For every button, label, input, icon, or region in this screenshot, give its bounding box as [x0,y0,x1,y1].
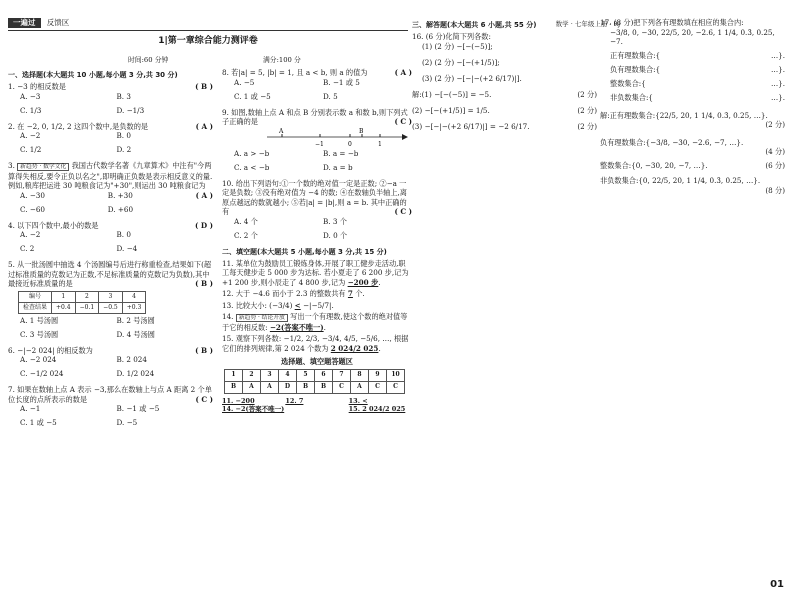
question-8 [222,68,412,106]
label-a: A [279,127,284,135]
header-label: 反馈区 [46,18,70,27]
options-9 [222,149,412,177]
option: D. 0 个 [323,230,348,240]
question-3-tag: 新趋势 · 数学文化 [17,163,69,171]
question-6-text: 6. −|−2 024| 的相反数为 [8,345,93,355]
option: D. 1/2 024 [116,369,155,379]
option: A. 4 个 [234,216,258,226]
grid-answer-cell: B [297,381,315,393]
question-8-text: 8. 若|a| = 5, |b| = 1, 且 a < b, 则 a 的值为 [222,68,368,77]
right-page-column-2 [600,0,792,595]
options-8 [222,78,412,106]
table-cell: +0.3 [122,302,146,313]
answer-grid [224,369,405,394]
answer-10: ( C ) [394,207,412,216]
table-cell: −0.1 [75,302,99,313]
answer-12: 7 [347,289,353,299]
question-6 [8,346,213,384]
answer-3: ( A ) [195,190,213,200]
options-3 [8,191,196,219]
answer-15: 2 024/2 025 [330,343,379,353]
option: D. −1/3 [116,105,145,115]
question-4-text: 4. 以下四个数中,最小的数是 [8,220,99,230]
question-16-text: 16. (6 分)化简下列各数: [412,32,491,42]
question-7-text: 7. 如果在数轴上点 A 表示 −3,那么在数轴上与点 A 距离 2 个单位长度的点所表示的数是 [8,385,212,404]
question-2 [8,122,213,160]
grid-answer-cell: C [333,381,351,393]
option: B. −1 或 −5 [116,404,160,414]
question-16-item: (3) (2 分) −[−|−(+2 6/17)|]. [422,73,522,83]
question-5 [8,260,213,343]
set-close: …}. [770,64,785,74]
question-17-list: −3/8, 0, −30, 22/5, 20, −2.6, 1 1/4, 0.3̇, 0.25, −7. [610,27,775,46]
grid-answer-cell: C [387,381,405,393]
answer-13: < [294,300,301,310]
option: B. 0 [116,230,131,240]
grid-number-cell: 7 [333,369,351,381]
answer-14: −2(答案不唯一) [269,322,324,332]
grid-number-cell: 9 [369,369,387,381]
options-10 [222,217,412,245]
grid-number-cell: 8 [351,369,369,381]
fill-answer: 11. −200 [222,396,255,405]
points: (4 分) [765,147,785,156]
question-12-text: 12. 大于 −4.6 而小于 2.3 的整数共有 [222,289,346,299]
option: D. 4 号汤圆 [116,329,155,339]
question-13-text: 13. 比较大小: (−3/4) [222,300,293,310]
option: C. −1/2 024 [20,369,64,379]
question-16 [412,32,597,138]
solution-line: 整数集合:{0, −30, 20, −7, …}. [600,160,708,170]
option: D. a = b [323,162,353,172]
question-16-item: (1) (2 分) −[−(−5)]; [422,41,493,51]
question-1 [8,82,213,120]
set-label: 正有理数集合:{ [610,50,661,60]
points: (2 分) [577,121,597,131]
grid-number-cell: 10 [387,369,405,381]
option: C. −60 [20,204,45,214]
axis-arrow [402,134,408,140]
option: A. a > −b [234,148,270,158]
answer-8: ( A ) [394,68,412,77]
option: D. +60 [107,204,134,214]
choice-block-2 [222,68,412,414]
options-4 [8,230,213,258]
option: D. −4 [116,244,138,254]
option: C. a < −b [234,162,270,172]
grid-answer-cell: B [315,381,333,393]
label-b: B [359,127,364,135]
question-9-text: 9. 如图,数轴上点 A 和点 B 分别表示数 a 和数 b,则下列式子正确的是 [222,107,408,126]
option: A. −5 [234,77,255,87]
set-close: …}. [770,92,785,102]
question-13 [222,301,412,311]
section-fill: 二、填空题(本大题共 5 小题,每小题 3 分,共 15 分) [222,247,387,256]
table-cell: 1 [52,291,76,302]
option: C. 3 号汤圆 [20,329,59,339]
points: (6 分) [765,160,785,170]
option: A. −3 [20,91,41,101]
question-1-text: 1. −3 的相反数是 [8,82,66,92]
answer-2: ( A ) [195,121,213,131]
option: D. 5 [323,91,338,101]
grid-number-cell: 2 [243,369,261,381]
answer-1: ( B ) [195,82,213,92]
question-7 [8,385,213,432]
option: B. 0 [116,131,131,141]
grid-answer-cell: A [261,381,279,393]
time-limit: 时间:60 分钟 [128,56,169,64]
solution-line: (3) −[−|−(+2 6/17)|] = −2 6/17. [412,121,530,131]
table-cell: −0.5 [99,302,123,313]
option: A. −2 [20,131,41,141]
answer-5: ( B ) [195,279,213,289]
set-close: …}. [770,50,785,60]
option: C. 1 或 −5 [20,418,57,428]
question-12 [222,289,412,299]
label-0: 0 [348,140,352,148]
answer-6: ( B ) [195,345,213,355]
option: A. −1 [20,404,41,414]
question-9 [222,108,412,177]
question-3-text: 我国古代数学名著《九章算术》中注有"今两算得失相反,要令正负以名之",即明确正负数是表示相反意义的量. 例如,粮库把运进 30 吨粮食记为"+30",则运出 30 吨粮食记为 [8,161,213,191]
fill-answer: 15. 2 024/2 025 [348,405,406,414]
solution-line: 非负数集合:{0, 22/5, 20, 1 1/4, 0.3̇, 0.25, …}. [600,176,761,185]
option: D. 2 [116,145,132,155]
header-tab: 一遍过 [8,18,41,28]
question-16-item: (2) (2 分) −[−(+1/5)]; [422,57,500,67]
full-score: 满分:100 分 [263,56,301,64]
question-13-suffix: −|−5/7|. [303,300,334,310]
question-5-text: 5. 从一批汤圆中抽选 4 个汤圆编号后进行称重检查,结果如下(超过标准质量的克数记为正数,不足标准质量的克数记为负数),其中最接近标准质量的是 [8,260,212,289]
answer-11: −200 步 [347,277,379,287]
question-14: 14. 新趋势 · 结论开放 写出一个有理数,使这个数的绝对值等于它的相反数: −2(答案不唯一). [222,312,408,332]
grid-answer-cell: A [243,381,261,393]
question-14-tag: 新趋势 · 结论开放 [236,314,288,322]
option: C. 1/3 [20,105,42,115]
option: C. 2 个 [234,230,258,240]
label-neg1: −1 [315,140,324,148]
table-cell: 4 [122,291,146,302]
question-10-text: 10. 给出下列语句:①一个数的绝对值一定是正数; ②−a 一定是负数; ③没有绝对值为 −4 的数; ④在数轴负半轴上,离原点越远的数就越小; ⑤若|a| = |b|,则 a = b. 其中正确的有 [222,178,407,216]
points: (2 分) [577,105,597,115]
option: B. 2 号汤圆 [116,315,155,325]
grid-number-cell: 3 [261,369,279,381]
question-4 [8,221,213,259]
options-6 [8,355,213,383]
option: D. −5 [116,418,138,428]
page-title: 1|第一章综合能力测评卷 [158,36,258,46]
choice-block-1 [8,68,213,434]
fill-answer: 12. 7 [285,396,304,405]
answer-9: ( C ) [394,117,412,126]
left-page-column-2 [222,0,412,595]
option: C. 2 [20,244,35,254]
table-cell: 检查结果 [19,302,52,313]
points: (2 分) [765,120,785,129]
option: A. −2 [20,230,41,240]
solve-block [412,18,597,140]
number-line-figure [262,127,412,149]
solution-line: 解:(1) −[−(−5)] = −5. [412,89,492,99]
question-17-text: 17. (8 分)把下列各有理数填在相应的集合内: [600,18,744,27]
page-number: 01 [770,578,784,590]
option: A. −2 024 [20,355,57,365]
table-cell: 3 [99,291,123,302]
answer-7: ( C ) [195,394,213,404]
answer-box-title: 选择题、填空题答题区 [281,357,353,367]
question-14-text: 写出一个有理数,使这个数的绝对值等于它的相反数: [222,312,408,332]
section-solve: 三、解答题(本大题共 6 小题,共 55 分) [412,21,537,29]
solution-line: (2) −[−(+1/5)] = 1/5. [412,105,490,115]
answer-box-fills [222,397,412,414]
option: A. −30 [20,190,45,200]
grid-answer-cell: A [351,381,369,393]
table-cell: +0.4 [52,302,76,313]
section-choice: 一、选择题(本大题共 10 小题,每小题 3 分,共 30 分) [8,71,178,79]
grid-answer-cell: C [369,381,387,393]
table-cell: 2 [75,291,99,302]
header [8,18,69,28]
question-12-suffix: 个. [355,289,365,299]
fill-answer: 14. −2(答案不唯一) [222,405,285,414]
options-2 [8,131,213,159]
question-17 [600,18,785,195]
header-subject: 数学 · 七年级上册 · RJ [555,20,620,28]
options-7 [8,404,213,432]
set-close: …}. [770,78,785,88]
question-15-text: 15. 观察下列各数: −1/2, 2/3, −3/4, 4/5, −5/6, …, 根据它们的排列规律,第 2 024 个数为 [222,334,409,353]
option: B. 3 [116,91,131,101]
solution-line: 解:正有理数集合:{22/5, 20, 1 1/4, 0.3̇, 0.25, …}. [600,110,768,120]
grid-answer-cell: B [225,381,243,393]
options-5 [8,316,213,344]
option: C. 1/2 [20,145,42,155]
table-cell: 编号 [19,291,52,302]
option: B. a = −b [323,148,359,158]
question-2-text: 2. 在 −2, 0, 1/2, 2 这四个数中,是负数的是 [8,121,149,131]
option: A. 1 号汤圆 [20,315,59,325]
points: (8 分) [765,185,785,195]
question-15: 15. 观察下列各数: −1/2, 2/3, −3/4, 4/5, −5/6, …, 根据它们的排列规律,第 2 024 个数为 2 024/2 025. [222,334,409,353]
option: C. 1 或 −5 [234,91,271,101]
weight-table [18,291,146,314]
option: B. +30 [107,190,133,200]
question-10 [222,179,412,245]
set-label: 整数集合:{ [610,78,646,88]
points: (2 分) [577,89,597,99]
fill-answer: 13. < [348,396,368,405]
option: B. 3 个 [323,216,347,226]
grid-number-cell: 1 [225,369,243,381]
set-label: 负有理数集合:{ [610,64,661,74]
grid-number-cell: 5 [297,369,315,381]
solution-line: 负有理数集合:{−3/8, −30, −2.6, −7, …}. [600,137,744,147]
grid-number-cell: 4 [279,369,297,381]
question-11: 11. 某单位为鼓励员工锻炼身体,开展了职工健步走活动,职工每天健步走 5 000 步为达标. 若小夏走了 6 200 步,记为 +1 200 步,则小辰走了 4 800 步,记为 −200 步. [222,258,409,287]
right-page-column-1 [412,0,620,595]
options-1 [8,92,213,120]
grid-answer-cell: D [279,381,297,393]
answer-4: ( D ) [194,220,213,230]
option: B. −1 或 5 [323,77,360,87]
question-3: 3. 新趋势 · 数学文化 我国古代数学名著《九章算术》中注有"今两算得失相反,要令正负以名之",即明确正负数是表示相反意义的量. 例如,粮库把运进 30 吨粮食记为"+30",则运出 30 吨粮食记为 ( A ) A. −30 B. +30 C. −60 D. +60 [8,161,213,219]
option: B. 2 024 [116,355,147,365]
grid-number-cell: 6 [315,369,333,381]
label-1: 1 [378,140,382,148]
set-label: 非负数集合:{ [610,92,653,102]
question-11-text: 11. 某单位为鼓励员工锻炼身体,开展了职工健步走活动,职工每天健步走 5 000 步为达标. 若小夏走了 6 200 步,记为 +1 200 步,则小辰走了 4 800 步,记为 [222,258,409,287]
